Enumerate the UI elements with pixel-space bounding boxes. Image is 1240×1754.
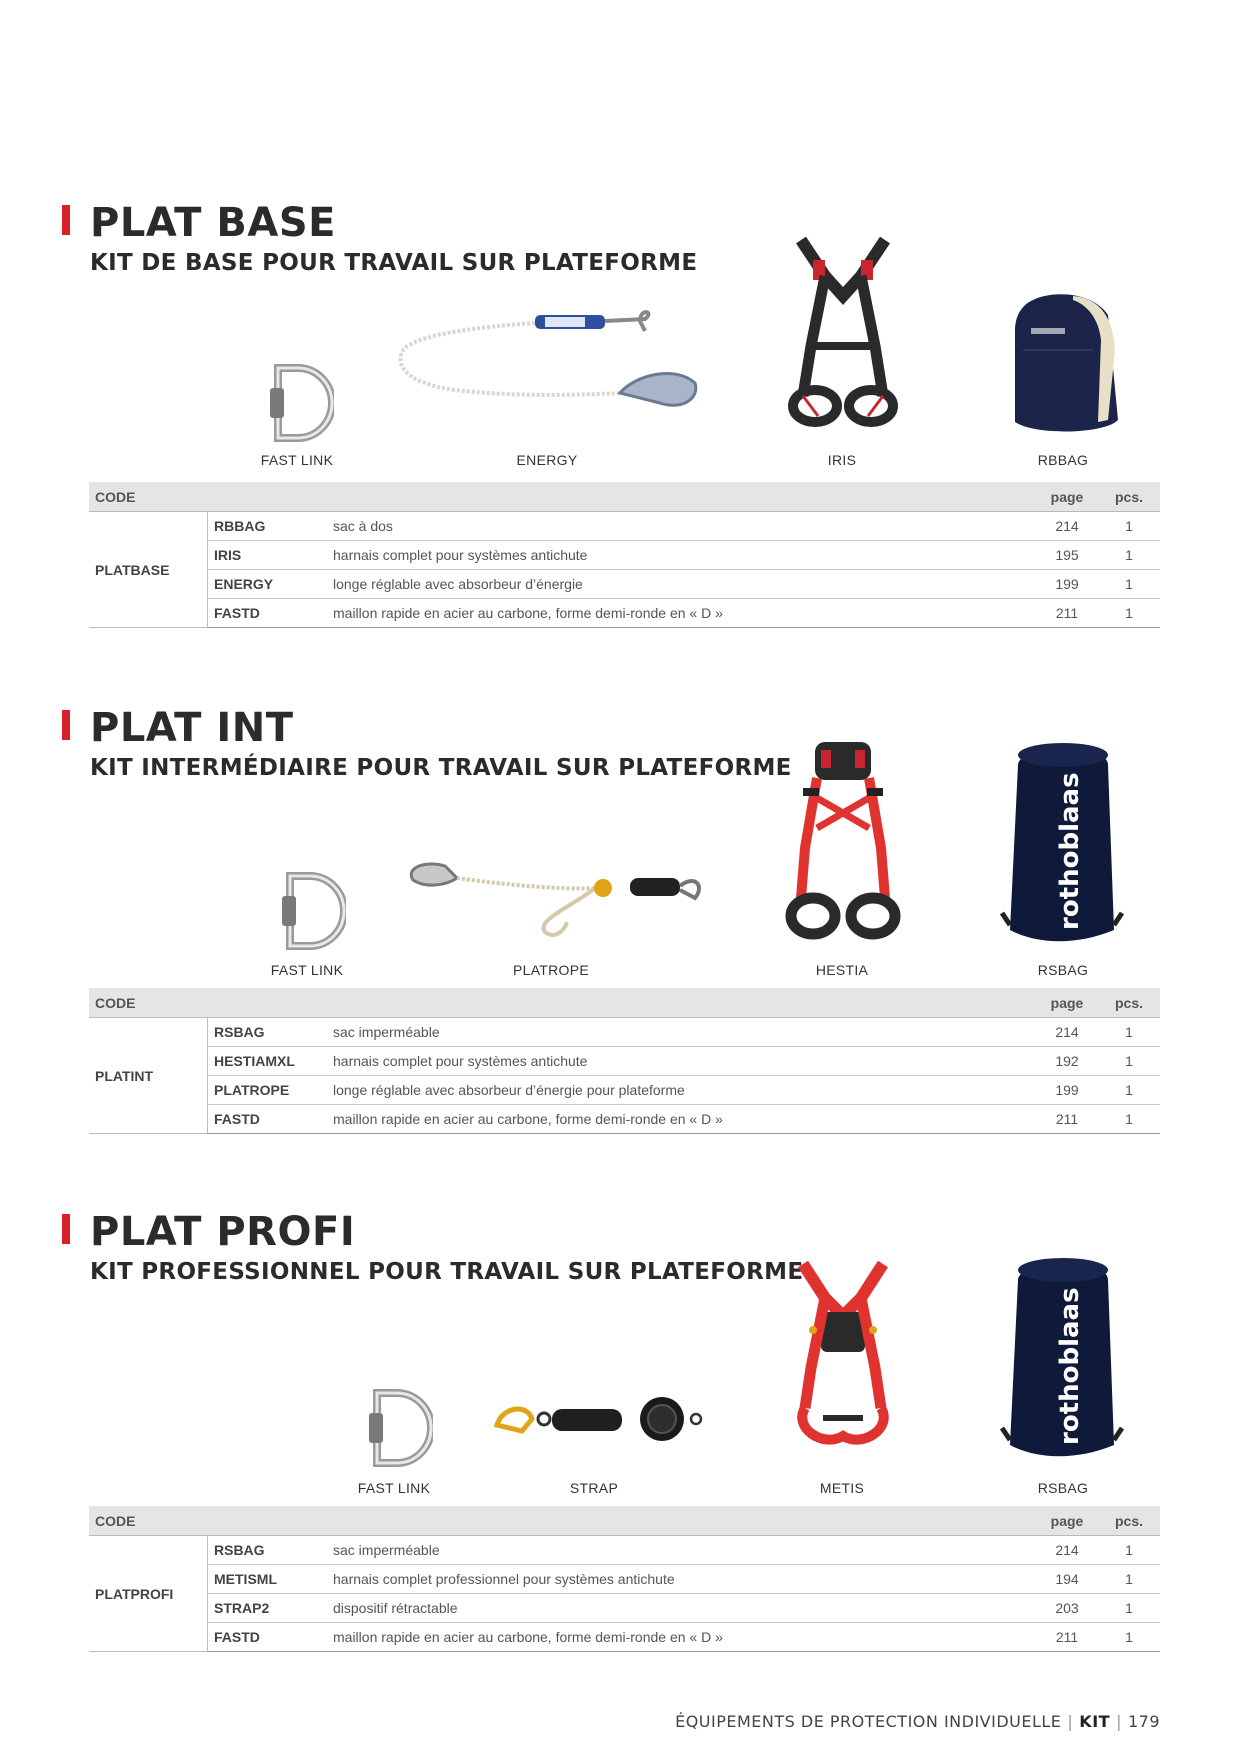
- table-row: [89, 512, 1160, 541]
- table-row: [89, 1047, 1160, 1076]
- item-description: harnais complet pour systèmes antichute: [327, 541, 1036, 570]
- kit-components-table: [89, 988, 1160, 1134]
- pcs-header: pcs.: [1098, 482, 1160, 512]
- kit-code: PLATPROFI: [89, 1536, 208, 1652]
- item-code: FASTD: [208, 599, 328, 628]
- metis-harness-image: [783, 1258, 903, 1458]
- kit-subtitle: KIT PROFESSIONNEL POUR TRAVAIL SUR PLATEFORME: [90, 1259, 804, 1285]
- item-pcs: 1: [1098, 1105, 1160, 1134]
- footer-page-number: 179: [1127, 1712, 1160, 1731]
- item-pcs: 1: [1098, 1047, 1160, 1076]
- item-code: RBBAG: [208, 512, 328, 541]
- page-footer: [675, 1712, 1160, 1731]
- item-description: dispositif rétractable: [327, 1594, 1036, 1623]
- item-page: 195: [1036, 541, 1098, 570]
- table-row: [89, 1105, 1160, 1134]
- svg-text:rothoblaas: rothoblaas: [1055, 772, 1085, 930]
- kit-title: PLAT BASE: [90, 200, 336, 246]
- product-label: IRIS: [827, 452, 857, 468]
- kit-code: PLATBASE: [89, 512, 208, 628]
- item-description: maillon rapide en acier au carbone, forme demi-ronde en « D »: [327, 1623, 1036, 1652]
- product-label: ENERGY: [516, 452, 578, 468]
- rsbag-bag-image: [998, 1250, 1128, 1460]
- footer-chapter: KIT: [1079, 1712, 1111, 1731]
- item-code: METISML: [208, 1565, 328, 1594]
- footer-separator: |: [1116, 1712, 1122, 1731]
- item-pcs: 1: [1098, 512, 1160, 541]
- table-row: [89, 1018, 1160, 1047]
- rbbag-backpack-image: [1003, 290, 1123, 440]
- item-pcs: 1: [1098, 1018, 1160, 1047]
- table-row: [89, 541, 1160, 570]
- item-code: STRAP2: [208, 1594, 328, 1623]
- table-header-row: [89, 1506, 1160, 1536]
- item-code: RSBAG: [208, 1018, 328, 1047]
- iris-harness-image: [783, 236, 903, 436]
- page-header: page: [1036, 1506, 1098, 1536]
- item-description: sac imperméable: [327, 1018, 1036, 1047]
- item-pcs: 1: [1098, 570, 1160, 599]
- item-page: 199: [1036, 570, 1098, 599]
- item-description: longe réglable avec absorbeur d’énergie: [327, 570, 1036, 599]
- rsbag-bag-image: [998, 735, 1128, 945]
- table-row: [89, 1536, 1160, 1565]
- item-description: longe réglable avec absorbeur d’énergie pour plateforme: [327, 1076, 1036, 1105]
- footer-category: ÉQUIPEMENTS DE PROTECTION INDIVIDUELLE: [675, 1712, 1062, 1731]
- item-pcs: 1: [1098, 1565, 1160, 1594]
- item-description: sac imperméable: [327, 1536, 1036, 1565]
- item-code: FASTD: [208, 1105, 328, 1134]
- item-code: IRIS: [208, 541, 328, 570]
- fast-link-image: [270, 868, 346, 954]
- item-code: ENERGY: [208, 570, 328, 599]
- kit-title: PLAT PROFI: [90, 1209, 356, 1255]
- kit-code: PLATINT: [89, 1018, 208, 1134]
- item-page: 194: [1036, 1565, 1098, 1594]
- item-code: FASTD: [208, 1623, 328, 1652]
- product-label: RBBAG: [1037, 452, 1089, 468]
- item-pcs: 1: [1098, 1623, 1160, 1652]
- footer-separator: |: [1067, 1712, 1074, 1731]
- item-description: maillon rapide en acier au carbone, forme demi-ronde en « D »: [327, 1105, 1036, 1134]
- table-row: [89, 1076, 1160, 1105]
- code-header: CODE: [89, 1506, 1036, 1536]
- fast-link-image: [258, 360, 334, 446]
- item-description: sac à dos: [327, 512, 1036, 541]
- page-header: page: [1036, 988, 1098, 1018]
- table-row: [89, 570, 1160, 599]
- section-accent-bar: [62, 1214, 70, 1244]
- item-page: 203: [1036, 1594, 1098, 1623]
- item-code: PLATROPE: [208, 1076, 328, 1105]
- item-page: 211: [1036, 1623, 1098, 1652]
- item-page: 214: [1036, 512, 1098, 541]
- product-label: FAST LINK: [357, 1480, 431, 1496]
- pcs-header: pcs.: [1098, 1506, 1160, 1536]
- product-label: HESTIA: [815, 962, 869, 978]
- fast-link-image: [357, 1385, 433, 1471]
- item-page: 211: [1036, 1105, 1098, 1134]
- table-row: [89, 1623, 1160, 1652]
- product-label: FAST LINK: [270, 962, 344, 978]
- item-code: HESTIAMXL: [208, 1047, 328, 1076]
- item-page: 199: [1036, 1076, 1098, 1105]
- table-header-row: [89, 482, 1160, 512]
- item-pcs: 1: [1098, 1076, 1160, 1105]
- product-label: RSBAG: [1037, 1480, 1089, 1496]
- platrope-lanyard-image: [405, 860, 705, 945]
- item-pcs: 1: [1098, 541, 1160, 570]
- kit-title: PLAT INT: [90, 705, 294, 751]
- section-accent-bar: [62, 205, 70, 235]
- strap-retractable-image: [492, 1395, 704, 1445]
- product-label: PLATROPE: [512, 962, 590, 978]
- kit-subtitle: KIT DE BASE POUR TRAVAIL SUR PLATEFORME: [90, 250, 698, 276]
- product-label: FAST LINK: [260, 452, 334, 468]
- table-header-row: [89, 988, 1160, 1018]
- item-pcs: 1: [1098, 1594, 1160, 1623]
- kit-subtitle: KIT INTERMÉDIAIRE POUR TRAVAIL SUR PLATEFORME: [90, 755, 792, 781]
- kit-components-table: [89, 1506, 1160, 1652]
- product-label: STRAP: [569, 1480, 619, 1496]
- pcs-header: pcs.: [1098, 988, 1160, 1018]
- item-page: 214: [1036, 1536, 1098, 1565]
- table-row: [89, 1594, 1160, 1623]
- item-description: harnais complet pour systèmes antichute: [327, 1047, 1036, 1076]
- energy-lanyard-image: [395, 305, 705, 415]
- item-code: RSBAG: [208, 1536, 328, 1565]
- code-header: CODE: [89, 988, 1036, 1018]
- item-page: 214: [1036, 1018, 1098, 1047]
- section-accent-bar: [62, 710, 70, 740]
- product-label: METIS: [819, 1480, 865, 1496]
- table-row: [89, 599, 1160, 628]
- item-description: harnais complet professionnel pour systèmes antichute: [327, 1565, 1036, 1594]
- hestia-harness-image: [783, 738, 903, 948]
- kit-components-table: [89, 482, 1160, 628]
- item-page: 211: [1036, 599, 1098, 628]
- table-row: [89, 1565, 1160, 1594]
- product-label: RSBAG: [1037, 962, 1089, 978]
- svg-text:rothoblaas: rothoblaas: [1055, 1287, 1085, 1445]
- page-header: page: [1036, 482, 1098, 512]
- code-header: CODE: [89, 482, 1036, 512]
- item-description: maillon rapide en acier au carbone, forme demi-ronde en « D »: [327, 599, 1036, 628]
- item-pcs: 1: [1098, 599, 1160, 628]
- item-pcs: 1: [1098, 1536, 1160, 1565]
- item-page: 192: [1036, 1047, 1098, 1076]
